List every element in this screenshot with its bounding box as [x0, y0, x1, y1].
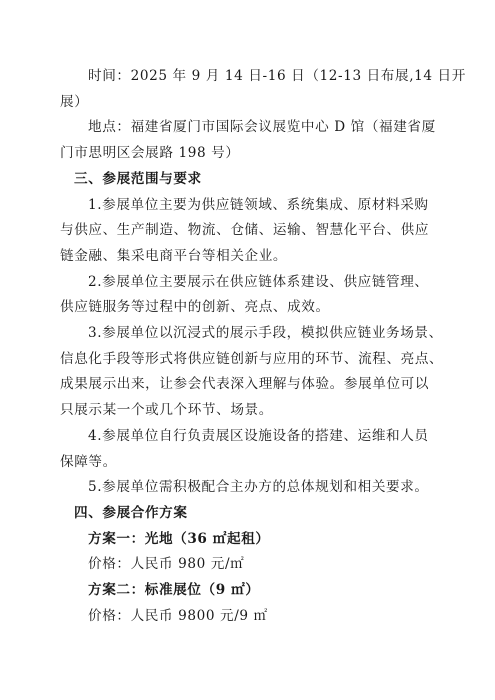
item-1-line-3: 链金融、集采电商平台等相关企业。 — [60, 247, 288, 264]
plan-1-title: 方案一：光地（36 ㎡起租） — [88, 530, 270, 547]
plan-2-price: 价格：人民币 9800 元/9 ㎡ — [88, 607, 268, 624]
section-heading-cooperation: 四、参展合作方案 — [74, 504, 188, 521]
location-line-cont: 门市思明区会展路 198 号） — [60, 145, 240, 162]
plan-2-title: 方案二：标准展位（9 ㎡） — [88, 582, 260, 599]
item-3-line-1: 3.参展单位以沉浸式的展示手段，模拟供应链业务场景、 — [88, 325, 443, 342]
item-3-line-4: 只展示某一个或几个环节、场景。 — [60, 402, 273, 419]
item-4-line-1: 4.参展单位自行负责展区设施设备的搭建、运维和人员 — [88, 427, 429, 444]
item-2-line-2: 供应链服务等过程中的创新、亮点、成效。 — [60, 299, 330, 316]
item-5-line-1: 5.参展单位需积极配合主办方的总体规划和相关要求。 — [88, 479, 429, 496]
time-line-cont: 展） — [60, 93, 89, 110]
item-2-line-1: 2.参展单位主要展示在供应链体系建设、供应链管理、 — [88, 273, 429, 290]
item-3-line-2: 信息化手段等形式将供应链创新与应用的环节、流程、亮点、 — [60, 350, 444, 367]
item-3-line-3: 成果展示出来，让参会代表深入理解与体验。参展单位可以 — [60, 376, 430, 393]
item-4-line-2: 保障等。 — [60, 453, 117, 470]
item-1-line-2: 与供应、生产制造、物流、仓储、运输、智慧化平台、供应 — [60, 222, 430, 239]
location-line: 地点：福建省厦门市国际会议展览中心 D 馆（福建省厦 — [88, 119, 436, 136]
plan-1-price: 价格：人民币 980 元/㎡ — [88, 556, 245, 573]
time-line: 时间：2025 年 9 月 14 日-16 日（12-13 日布展,14 日开 — [88, 68, 466, 84]
section-heading-scope: 三、参展范围与要求 — [74, 170, 202, 187]
item-1-line-1: 1.参展单位主要为供应链领域、系统集成、原材料采购 — [88, 196, 429, 213]
